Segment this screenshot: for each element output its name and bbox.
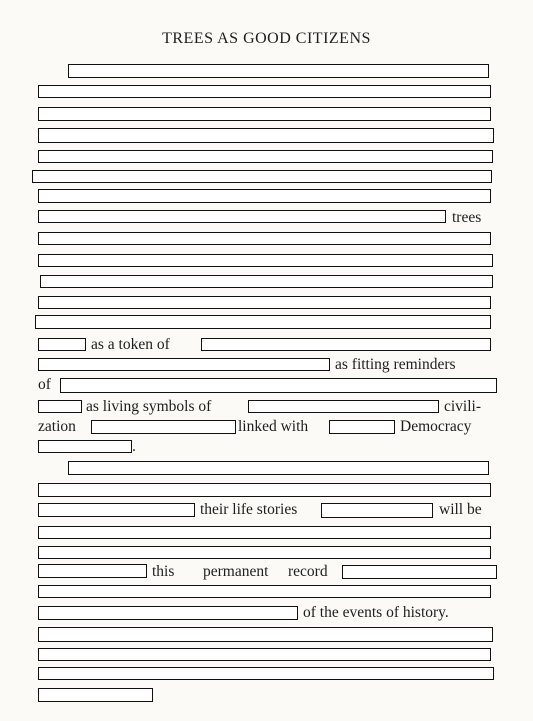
text-fragment: will be: [439, 501, 482, 518]
redaction-bar: [35, 315, 491, 329]
redaction-bar: [68, 461, 489, 475]
text-fragment: as living symbols of: [86, 398, 212, 415]
text-fragment: their life stories: [200, 501, 298, 518]
redaction-bar: [248, 400, 439, 413]
redaction-bar: [38, 400, 82, 413]
redaction-bar: [38, 358, 330, 371]
text-fragment: Democracy: [400, 418, 472, 435]
redaction-bar: [321, 503, 433, 518]
text-fragment: as a token of: [91, 336, 170, 353]
redaction-bar: [38, 606, 298, 620]
redaction-bar: [38, 85, 491, 98]
redaction-bar: [38, 585, 491, 598]
redaction-bar: [38, 296, 491, 309]
text-fragment: .: [132, 438, 136, 455]
redaction-bar: [60, 378, 497, 393]
redaction-bar: [38, 232, 491, 245]
redaction-bar: [38, 564, 147, 578]
text-fragment: record: [288, 563, 328, 580]
redaction-bar: [38, 254, 493, 267]
text-fragment: trees: [452, 209, 482, 226]
page-title: TREES AS GOOD CITIZENS: [162, 30, 371, 47]
redaction-bar: [38, 210, 446, 223]
redaction-bar: [38, 648, 491, 661]
text-fragment: permanent: [203, 563, 269, 580]
text-fragment: linked with: [238, 418, 309, 435]
redaction-bar: [91, 420, 236, 434]
text-fragment: zation: [38, 418, 76, 435]
redaction-bar: [38, 150, 493, 163]
redaction-bar: [40, 275, 493, 288]
text-fragment: of: [38, 376, 51, 393]
redaction-bar: [32, 170, 492, 183]
redaction-bar: [38, 688, 153, 702]
redaction-bar: [38, 627, 493, 642]
redaction-bar: [342, 565, 497, 579]
redaction-bar: [38, 667, 494, 680]
redaction-bar: [38, 107, 491, 121]
redaction-bar: [38, 440, 132, 453]
text-fragment: civili-: [444, 398, 482, 415]
text-fragment: of the events of history.: [303, 604, 449, 621]
text-fragment: this: [152, 563, 175, 580]
redaction-bar: [38, 338, 86, 351]
redaction-bar: [201, 338, 491, 351]
redaction-bar: [38, 526, 491, 539]
redaction-bar: [68, 64, 489, 78]
redaction-bar: [38, 128, 494, 143]
redaction-bar: [38, 483, 491, 497]
redaction-bar: [38, 546, 491, 559]
redaction-bar: [329, 420, 395, 434]
text-fragment: as fitting reminders: [335, 356, 456, 373]
redaction-bar: [38, 503, 195, 517]
redaction-bar: [38, 189, 491, 203]
